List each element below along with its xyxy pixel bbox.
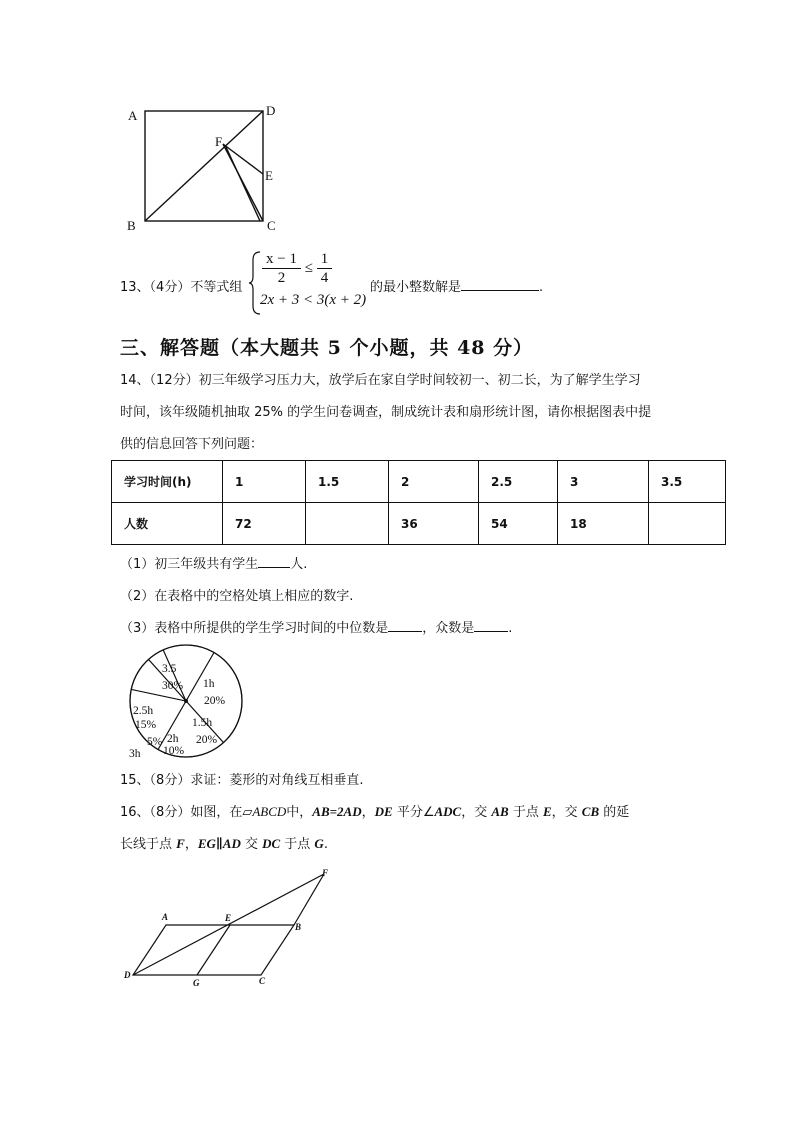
q13-end: . (539, 280, 544, 295)
q16-line-2 (120, 836, 328, 853)
q14-line-1: 14、（12分）初三年级学习压力大，放学后在家自学时间较初一、初二长，为了解学生学习 (120, 373, 641, 388)
q14-sub-1-tail: 人. (290, 557, 308, 572)
q16-l2-g: 于点 (280, 837, 315, 852)
q16-l1-n: 的延 (599, 805, 630, 820)
q16-l2-f: DC (262, 836, 281, 851)
pie-pct-2h: 10% (163, 745, 185, 757)
pie-label-1h: 1h (203, 678, 215, 690)
q13-le-sign: ≤ (304, 259, 313, 276)
q14-sub-1-text: （1）初三年级共有学生 (120, 557, 259, 572)
table-header-cell: 1 (223, 461, 306, 503)
q16-l1-d: ， (361, 805, 375, 820)
table-header-cell: 2 (389, 461, 479, 503)
table-header-cell: 3.5 (649, 461, 726, 503)
table-cell-blank[interactable] (306, 503, 389, 545)
table-header-cell: 2.5 (479, 461, 558, 503)
pie-label-3-5: 3.5 (162, 663, 177, 675)
pie-label-2h: 2h (167, 733, 179, 745)
pie-pct-1-5h: 20% (196, 734, 218, 746)
section-3-title: 三、解答题（本大题共 5 个小题，共 48 分） (120, 337, 534, 359)
point-label-e2: E (225, 913, 232, 923)
q16-l1-g: ADC (434, 804, 462, 819)
q16-l1-h: ，交 (461, 805, 492, 820)
q16-l1-m: CB (581, 804, 600, 819)
q16-l1-a: 16、（8分）如图，在 (120, 805, 243, 820)
pie-label-3h: 3h (129, 748, 141, 760)
point-label-d2: D (124, 970, 131, 980)
q13-fraction-rhs (317, 250, 333, 287)
point-label-b: B (127, 218, 136, 233)
parallelogram-figure (118, 866, 344, 990)
point-label-g2: G (193, 978, 200, 988)
q13-lhs-denominator: 2 (277, 270, 286, 286)
q14-sub-3-text: （3）表格中所提供的学生学习时间的中位数是 (120, 621, 389, 636)
q16-l1-e: DE (374, 804, 393, 819)
point-label-c: C (267, 218, 276, 233)
point-label-f: F (215, 134, 223, 149)
q13-inequality-2: 2x + 3 < 3(x + 2) (260, 292, 367, 308)
q16-l1-b: 中， (286, 805, 313, 820)
q13-answer-blank[interactable] (461, 277, 539, 291)
table-header-cell: 3 (558, 461, 649, 503)
q14-sub-3 (120, 617, 512, 636)
table-cell: 72 (223, 503, 306, 545)
table-row (112, 503, 726, 545)
q14-median-blank[interactable] (388, 618, 422, 632)
table-row (112, 461, 726, 503)
question-13 (120, 250, 680, 316)
table-header-cell: 1.5 (306, 461, 389, 503)
square-figure (120, 100, 290, 240)
table-header-cell: 学习时间(h) (112, 461, 223, 503)
point-label-b2: B (295, 922, 302, 932)
pie-label-1-5h: 1.5h (192, 717, 213, 729)
pie-pct-2-5h: 15% (135, 719, 157, 731)
table-cell-blank[interactable] (649, 503, 726, 545)
q16-l1-j: 于点 (508, 805, 543, 820)
q14-sub-2: （2）在表格中的空格处填上相应的数字. (120, 589, 354, 604)
q16-l2-c: ， (184, 837, 198, 852)
segment-fe (223, 144, 263, 174)
table-cell: 人数 (112, 503, 223, 545)
pie-pct-1h: 20% (204, 695, 226, 707)
parallelogram-symbol: ▱ABCD (242, 804, 287, 819)
q13-prefix: 13、（4分）不等式组 (120, 280, 243, 295)
q16-l2-i: . (323, 837, 328, 852)
point-label-d: D (266, 103, 276, 118)
q16-l1-f: 平分∠ (392, 805, 435, 820)
q14-mode-blank[interactable] (474, 618, 508, 632)
q15-text: 15、（8分）求证：菱形的对角线互相垂直. (120, 773, 364, 788)
pie-pct-3h: 5% (147, 736, 163, 748)
q13-rhs-numerator: 1 (317, 250, 333, 269)
point-label-a2: A (162, 912, 169, 922)
pie-pct-3-5: 30% (162, 680, 184, 692)
q14-line-2: 时间，该年级随机抽取 25% 的学生问卷调查，制成统计表和扇形统计图，请你根据图表中提 (120, 405, 652, 420)
q16-l2-b: F (176, 836, 185, 851)
q14-sub-1 (120, 553, 307, 572)
q16-l2-h: G (314, 836, 324, 851)
q16-l1-i: AB (491, 804, 509, 819)
q16-l1-c: AB=2AD (312, 804, 362, 819)
table-cell: 54 (479, 503, 558, 545)
pie-center (184, 699, 188, 703)
q14-line-3: 供的信息回答下列问题： (120, 437, 264, 452)
q16-l2-a: 长线于点 (120, 837, 177, 852)
q14-sub-1-blank[interactable] (258, 554, 290, 568)
q13-inequality-1 (262, 250, 332, 287)
q13-lhs-numerator: x − 1 (262, 250, 301, 269)
q13-fraction-lhs (262, 250, 301, 287)
pie-chart (126, 643, 248, 761)
table-cell: 36 (389, 503, 479, 545)
segment-fc2 (226, 147, 260, 221)
table-cell: 18 (558, 503, 649, 545)
q14-sub-3-end: . (508, 621, 513, 636)
segment-bd (145, 111, 263, 221)
q16-l1-k: E (542, 804, 552, 819)
pie-label-2-5h: 2.5h (133, 705, 154, 717)
q13-suffix: 的最小整数解是 (370, 280, 462, 295)
point-label-a: A (128, 108, 138, 123)
q16-l2-d: EG∥AD (197, 836, 241, 851)
q13-suffix-line (370, 276, 543, 295)
q16-l1-l: ，交 (551, 805, 582, 820)
q14-sub-3-mid: ，众数是 (422, 621, 475, 636)
q16-l2-e: 交 (240, 837, 263, 852)
study-time-table (111, 460, 726, 545)
point-label-c2: C (259, 976, 266, 986)
q13-rhs-denominator: 4 (320, 270, 329, 286)
point-label-e: E (265, 168, 273, 183)
point-label-f2: F (322, 868, 329, 878)
q16-line-1 (120, 804, 629, 821)
